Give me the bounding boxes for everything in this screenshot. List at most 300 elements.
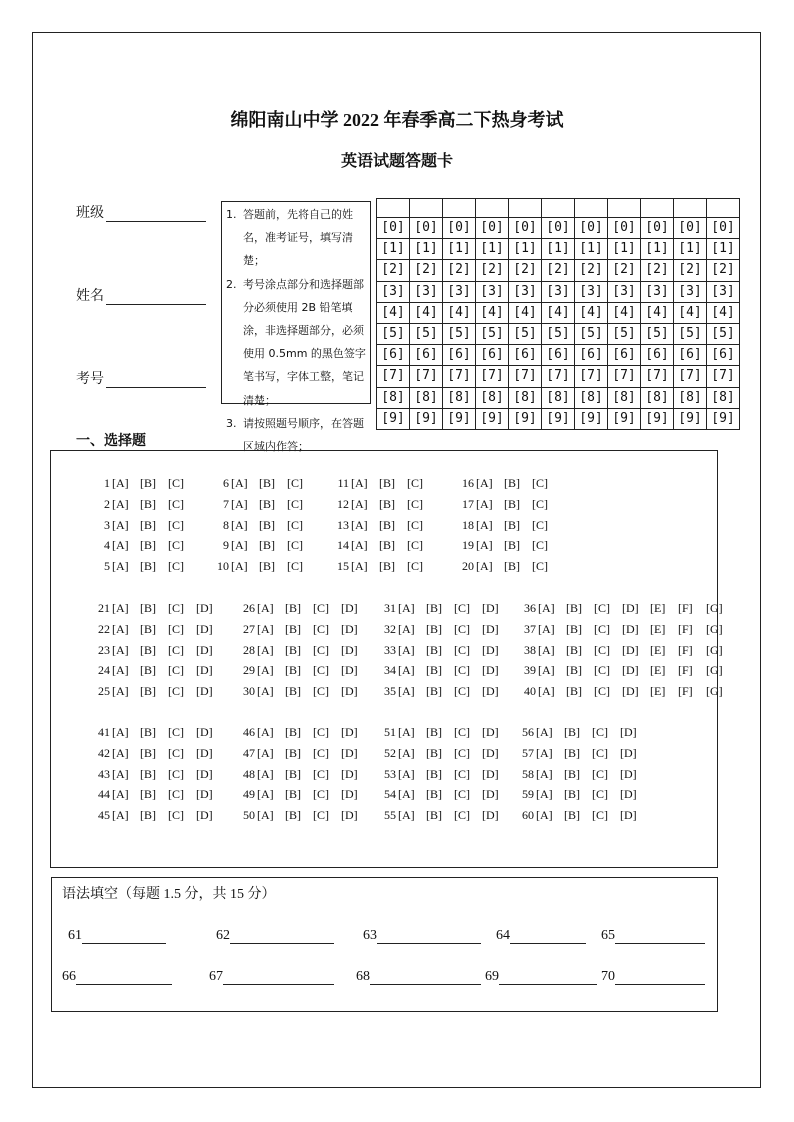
grammar-blank-line[interactable] xyxy=(377,929,481,944)
answer-bubble[interactable]: [A] xyxy=(112,538,129,553)
answer-bubble[interactable]: [C] xyxy=(168,725,184,739)
answer-bubble[interactable]: [C] xyxy=(594,684,610,698)
exam-number-write-cell[interactable] xyxy=(476,199,509,218)
answer-bubble[interactable]: [C] xyxy=(168,808,184,822)
answer-bubble[interactable]: [A] xyxy=(536,787,553,802)
digit-bubble[interactable]: [8] xyxy=(641,387,674,408)
name-field[interactable] xyxy=(76,285,206,305)
answer-bubble[interactable]: [A] xyxy=(257,663,274,678)
digit-bubble[interactable]: [6] xyxy=(707,345,740,366)
answer-bubble[interactable]: [B] xyxy=(285,601,301,615)
answer-bubble[interactable]: [D] xyxy=(482,663,499,678)
answer-bubble[interactable]: [C] xyxy=(454,601,470,615)
answer-bubble[interactable]: [B] xyxy=(285,725,301,739)
answer-bubble[interactable]: [F] xyxy=(678,663,693,678)
answer-bubble[interactable]: [D] xyxy=(620,725,637,739)
answer-bubble[interactable]: [D] xyxy=(482,787,499,802)
answer-bubble[interactable]: [A] xyxy=(112,787,129,802)
grammar-blank[interactable] xyxy=(62,969,172,985)
digit-bubble[interactable]: [2] xyxy=(410,260,443,281)
answer-bubble[interactable]: [A] xyxy=(538,663,555,678)
answer-bubble[interactable]: [A] xyxy=(536,725,553,739)
answer-bubble[interactable]: [F] xyxy=(678,601,693,615)
answer-bubble[interactable]: [B] xyxy=(140,684,156,698)
answer-bubble[interactable]: [B] xyxy=(564,766,580,781)
answer-bubble[interactable]: [A] xyxy=(112,808,129,822)
answer-bubble[interactable]: [A] xyxy=(398,787,415,802)
answer-bubble[interactable]: [A] xyxy=(536,766,553,781)
answer-bubble[interactable]: [B] xyxy=(566,642,582,657)
digit-bubble[interactable]: [4] xyxy=(476,302,509,323)
answer-bubble[interactable]: [B] xyxy=(140,766,156,781)
answer-bubble[interactable]: [D] xyxy=(341,663,358,678)
answer-bubble[interactable]: [A] xyxy=(476,538,493,553)
answer-bubble[interactable]: [B] xyxy=(285,684,301,698)
answer-bubble[interactable]: [B] xyxy=(140,538,156,553)
answer-bubble[interactable]: [D] xyxy=(341,808,358,822)
answer-bubble[interactable]: [A] xyxy=(112,601,129,615)
answer-bubble[interactable]: [B] xyxy=(426,745,442,760)
exam-number-write-cell[interactable] xyxy=(608,199,641,218)
digit-bubble[interactable]: [3] xyxy=(608,281,641,302)
answer-bubble[interactable]: [B] xyxy=(259,496,275,511)
answer-bubble[interactable]: [A] xyxy=(257,621,274,636)
digit-bubble[interactable]: [7] xyxy=(377,366,410,387)
answer-bubble[interactable]: [C] xyxy=(168,476,184,490)
answer-bubble[interactable]: [C] xyxy=(407,538,423,553)
answer-bubble[interactable]: [A] xyxy=(257,642,274,657)
digit-bubble[interactable]: [3] xyxy=(674,281,707,302)
digit-bubble[interactable]: [5] xyxy=(443,324,476,345)
digit-bubble[interactable]: [8] xyxy=(542,387,575,408)
answer-bubble[interactable]: [A] xyxy=(231,538,248,553)
answer-bubble[interactable]: [D] xyxy=(196,745,213,760)
answer-bubble[interactable]: [C] xyxy=(532,517,548,532)
answer-bubble[interactable]: [C] xyxy=(454,663,470,678)
digit-bubble[interactable]: [7] xyxy=(476,366,509,387)
grammar-blank[interactable] xyxy=(216,928,334,944)
digit-bubble[interactable]: [0] xyxy=(542,218,575,239)
answer-bubble[interactable]: [C] xyxy=(592,725,608,739)
answer-bubble[interactable]: [C] xyxy=(532,476,548,490)
answer-bubble[interactable]: [A] xyxy=(398,621,415,636)
answer-bubble[interactable]: [D] xyxy=(341,621,358,636)
answer-bubble[interactable]: [C] xyxy=(407,517,423,532)
exam-number-write-cell[interactable] xyxy=(707,199,740,218)
grammar-blank[interactable] xyxy=(485,969,597,985)
answer-bubble[interactable]: [C] xyxy=(168,538,184,553)
answer-bubble[interactable]: [C] xyxy=(592,808,608,822)
digit-bubble[interactable]: [3] xyxy=(410,281,443,302)
answer-bubble[interactable]: [A] xyxy=(398,745,415,760)
digit-bubble[interactable]: [2] xyxy=(443,260,476,281)
digit-bubble[interactable]: [5] xyxy=(641,324,674,345)
answer-bubble[interactable]: [C] xyxy=(287,476,303,490)
digit-bubble[interactable]: [8] xyxy=(443,387,476,408)
answer-bubble[interactable]: [C] xyxy=(168,601,184,615)
answer-bubble[interactable]: [B] xyxy=(566,601,582,615)
answer-bubble[interactable]: [G] xyxy=(706,601,723,615)
answer-bubble[interactable]: [B] xyxy=(140,517,156,532)
digit-bubble[interactable]: [7] xyxy=(608,366,641,387)
digit-bubble[interactable]: [3] xyxy=(542,281,575,302)
grammar-blank-line[interactable] xyxy=(82,929,166,944)
answer-bubble[interactable]: [C] xyxy=(287,517,303,532)
answer-bubble[interactable]: [C] xyxy=(532,538,548,553)
digit-bubble[interactable]: [0] xyxy=(476,218,509,239)
answer-bubble[interactable]: [D] xyxy=(622,684,639,698)
digit-bubble[interactable]: [3] xyxy=(575,281,608,302)
answer-bubble[interactable]: [C] xyxy=(168,496,184,511)
digit-bubble[interactable]: [5] xyxy=(674,324,707,345)
digit-bubble[interactable]: [8] xyxy=(410,387,443,408)
exam-number-write-cell[interactable] xyxy=(377,199,410,218)
answer-bubble[interactable]: [C] xyxy=(592,766,608,781)
digit-bubble[interactable]: [4] xyxy=(377,302,410,323)
digit-bubble[interactable]: [8] xyxy=(476,387,509,408)
digit-bubble[interactable]: [2] xyxy=(707,260,740,281)
answer-bubble[interactable]: [A] xyxy=(112,476,129,490)
answer-bubble[interactable]: [B] xyxy=(504,559,520,573)
answer-bubble[interactable]: [D] xyxy=(620,745,637,760)
grammar-blank[interactable] xyxy=(601,928,705,944)
answer-bubble[interactable]: [D] xyxy=(196,642,213,657)
digit-bubble[interactable]: [9] xyxy=(443,408,476,429)
answer-bubble[interactable]: [A] xyxy=(231,517,248,532)
digit-bubble[interactable]: [6] xyxy=(641,345,674,366)
answer-bubble[interactable]: [A] xyxy=(257,684,274,698)
exam-number-write-cell[interactable] xyxy=(509,199,542,218)
digit-bubble[interactable]: [7] xyxy=(575,366,608,387)
answer-bubble[interactable]: [C] xyxy=(313,745,329,760)
answer-bubble[interactable]: [D] xyxy=(196,684,213,698)
digit-bubble[interactable]: [7] xyxy=(410,366,443,387)
exam-number-field[interactable] xyxy=(76,368,206,388)
digit-bubble[interactable]: [5] xyxy=(608,324,641,345)
answer-bubble[interactable]: [D] xyxy=(482,642,499,657)
answer-bubble[interactable]: [B] xyxy=(564,745,580,760)
answer-bubble[interactable]: [A] xyxy=(398,808,415,822)
answer-bubble[interactable]: [A] xyxy=(351,476,368,490)
digit-bubble[interactable]: [5] xyxy=(410,324,443,345)
answer-bubble[interactable]: [D] xyxy=(482,684,499,698)
answer-bubble[interactable]: [C] xyxy=(168,766,184,781)
digit-bubble[interactable]: [0] xyxy=(674,218,707,239)
digit-bubble[interactable]: [5] xyxy=(542,324,575,345)
answer-bubble[interactable]: [D] xyxy=(482,766,499,781)
answer-bubble[interactable]: [B] xyxy=(285,663,301,678)
answer-bubble[interactable]: [B] xyxy=(285,808,301,822)
answer-bubble[interactable]: [F] xyxy=(678,642,693,657)
answer-bubble[interactable]: [A] xyxy=(398,663,415,678)
answer-bubble[interactable]: [B] xyxy=(259,476,275,490)
answer-bubble[interactable]: [C] xyxy=(454,766,470,781)
answer-bubble[interactable]: [A] xyxy=(257,725,274,739)
digit-bubble[interactable]: [1] xyxy=(377,239,410,260)
answer-bubble[interactable]: [A] xyxy=(536,808,553,822)
digit-bubble[interactable]: [6] xyxy=(509,345,542,366)
digit-bubble[interactable]: [3] xyxy=(509,281,542,302)
digit-bubble[interactable]: [6] xyxy=(674,345,707,366)
answer-bubble[interactable]: [C] xyxy=(407,476,423,490)
answer-bubble[interactable]: [B] xyxy=(259,538,275,553)
answer-bubble[interactable]: [C] xyxy=(592,745,608,760)
digit-bubble[interactable]: [4] xyxy=(608,302,641,323)
answer-bubble[interactable]: [B] xyxy=(504,476,520,490)
digit-bubble[interactable]: [8] xyxy=(674,387,707,408)
answer-bubble[interactable]: [C] xyxy=(594,663,610,678)
digit-bubble[interactable]: [4] xyxy=(542,302,575,323)
answer-bubble[interactable]: [C] xyxy=(168,642,184,657)
answer-bubble[interactable]: [B] xyxy=(140,621,156,636)
grammar-blank-line[interactable] xyxy=(510,929,586,944)
answer-bubble[interactable]: [C] xyxy=(168,745,184,760)
answer-bubble[interactable]: [C] xyxy=(313,766,329,781)
digit-bubble[interactable]: [7] xyxy=(707,366,740,387)
digit-bubble[interactable]: [1] xyxy=(674,239,707,260)
answer-bubble[interactable]: [A] xyxy=(538,642,555,657)
answer-bubble[interactable]: [G] xyxy=(706,663,723,678)
answer-bubble[interactable]: [B] xyxy=(285,745,301,760)
answer-bubble[interactable]: [C] xyxy=(454,642,470,657)
answer-bubble[interactable]: [C] xyxy=(168,787,184,802)
digit-bubble[interactable]: [0] xyxy=(443,218,476,239)
digit-bubble[interactable]: [1] xyxy=(542,239,575,260)
digit-bubble[interactable]: [3] xyxy=(443,281,476,302)
digit-bubble[interactable]: [9] xyxy=(575,408,608,429)
answer-bubble[interactable]: [A] xyxy=(257,787,274,802)
grammar-blank-line[interactable] xyxy=(76,970,172,985)
answer-bubble[interactable]: [C] xyxy=(454,787,470,802)
answer-bubble[interactable]: [A] xyxy=(351,538,368,553)
answer-bubble[interactable]: [D] xyxy=(620,808,637,822)
answer-bubble[interactable]: [F] xyxy=(678,684,693,698)
answer-bubble[interactable]: [A] xyxy=(476,496,493,511)
answer-bubble[interactable]: [A] xyxy=(538,621,555,636)
digit-bubble[interactable]: [0] xyxy=(608,218,641,239)
answer-bubble[interactable]: [E] xyxy=(650,663,666,678)
digit-bubble[interactable]: [2] xyxy=(674,260,707,281)
answer-bubble[interactable]: [A] xyxy=(112,725,129,739)
answer-bubble[interactable]: [D] xyxy=(482,745,499,760)
grammar-blank[interactable] xyxy=(496,928,586,944)
grammar-blank[interactable] xyxy=(363,928,481,944)
answer-bubble[interactable]: [C] xyxy=(313,601,329,615)
answer-bubble[interactable]: [B] xyxy=(140,808,156,822)
answer-bubble[interactable]: [C] xyxy=(313,642,329,657)
answer-bubble[interactable]: [E] xyxy=(650,642,666,657)
answer-bubble[interactable]: [C] xyxy=(168,517,184,532)
answer-bubble[interactable]: [C] xyxy=(168,684,184,698)
answer-bubble[interactable]: [B] xyxy=(566,663,582,678)
answer-bubble[interactable]: [C] xyxy=(287,559,303,573)
digit-bubble[interactable]: [0] xyxy=(575,218,608,239)
answer-bubble[interactable]: [B] xyxy=(259,517,275,532)
answer-bubble[interactable]: [C] xyxy=(313,621,329,636)
answer-bubble[interactable]: [D] xyxy=(341,601,358,615)
answer-bubble[interactable]: [B] xyxy=(379,538,395,553)
answer-bubble[interactable]: [A] xyxy=(112,642,129,657)
answer-bubble[interactable]: [C] xyxy=(287,496,303,511)
answer-bubble[interactable]: [D] xyxy=(482,621,499,636)
answer-bubble[interactable]: [B] xyxy=(140,725,156,739)
digit-bubble[interactable]: [1] xyxy=(410,239,443,260)
digit-bubble[interactable]: [0] xyxy=(641,218,674,239)
digit-bubble[interactable]: [5] xyxy=(707,324,740,345)
digit-bubble[interactable]: [1] xyxy=(443,239,476,260)
answer-bubble[interactable]: [B] xyxy=(564,808,580,822)
answer-bubble[interactable]: [C] xyxy=(407,559,423,573)
answer-bubble[interactable]: [A] xyxy=(257,808,274,822)
answer-bubble[interactable]: [A] xyxy=(257,766,274,781)
exam-number-write-cell[interactable] xyxy=(410,199,443,218)
digit-bubble[interactable]: [2] xyxy=(641,260,674,281)
answer-bubble[interactable]: [A] xyxy=(538,684,555,698)
answer-bubble[interactable]: [A] xyxy=(398,684,415,698)
answer-bubble[interactable]: [B] xyxy=(285,621,301,636)
digit-bubble[interactable]: [9] xyxy=(542,408,575,429)
answer-bubble[interactable]: [A] xyxy=(538,601,555,615)
class-blank[interactable] xyxy=(106,207,206,222)
answer-bubble[interactable]: [B] xyxy=(566,684,582,698)
grammar-blank-line[interactable] xyxy=(230,929,334,944)
digit-bubble[interactable]: [8] xyxy=(707,387,740,408)
answer-bubble[interactable]: [B] xyxy=(564,787,580,802)
answer-bubble[interactable]: [A] xyxy=(536,745,553,760)
answer-bubble[interactable]: [C] xyxy=(594,601,610,615)
grammar-blank[interactable] xyxy=(356,969,481,985)
answer-bubble[interactable]: [C] xyxy=(454,808,470,822)
digit-bubble[interactable]: [7] xyxy=(542,366,575,387)
answer-bubble[interactable]: [D] xyxy=(196,621,213,636)
grammar-blank[interactable] xyxy=(601,969,705,985)
answer-bubble[interactable]: [B] xyxy=(504,538,520,553)
answer-bubble[interactable]: [B] xyxy=(140,642,156,657)
answer-bubble[interactable]: [A] xyxy=(257,745,274,760)
answer-bubble[interactable]: [D] xyxy=(622,621,639,636)
digit-bubble[interactable]: [2] xyxy=(476,260,509,281)
digit-bubble[interactable]: [4] xyxy=(707,302,740,323)
digit-bubble[interactable]: [0] xyxy=(410,218,443,239)
answer-bubble[interactable]: [B] xyxy=(140,496,156,511)
answer-bubble[interactable]: [B] xyxy=(140,476,156,490)
answer-bubble[interactable]: [B] xyxy=(285,642,301,657)
digit-bubble[interactable]: [4] xyxy=(509,302,542,323)
answer-bubble[interactable]: [D] xyxy=(196,808,213,822)
digit-bubble[interactable]: [1] xyxy=(575,239,608,260)
answer-bubble[interactable]: [A] xyxy=(398,766,415,781)
answer-bubble[interactable]: [B] xyxy=(285,787,301,802)
digit-bubble[interactable]: [4] xyxy=(674,302,707,323)
digit-bubble[interactable]: [5] xyxy=(509,324,542,345)
answer-bubble[interactable]: [B] xyxy=(566,621,582,636)
answer-bubble[interactable]: [A] xyxy=(112,496,129,511)
answer-bubble[interactable]: [D] xyxy=(196,787,213,802)
exam-number-write-cell[interactable] xyxy=(674,199,707,218)
answer-bubble[interactable]: [A] xyxy=(112,517,129,532)
answer-bubble[interactable]: [D] xyxy=(341,642,358,657)
digit-bubble[interactable]: [6] xyxy=(476,345,509,366)
answer-bubble[interactable]: [D] xyxy=(196,601,213,615)
digit-bubble[interactable]: [9] xyxy=(674,408,707,429)
answer-bubble[interactable]: [B] xyxy=(379,496,395,511)
exam-number-blank[interactable] xyxy=(106,373,206,388)
answer-bubble[interactable]: [A] xyxy=(112,766,129,781)
answer-bubble[interactable]: [C] xyxy=(454,684,470,698)
answer-bubble[interactable]: [B] xyxy=(426,725,442,739)
answer-bubble[interactable]: [A] xyxy=(231,476,248,490)
answer-bubble[interactable]: [D] xyxy=(482,601,499,615)
answer-bubble[interactable]: [D] xyxy=(341,745,358,760)
digit-bubble[interactable]: [3] xyxy=(476,281,509,302)
answer-bubble[interactable]: [G] xyxy=(706,642,723,657)
answer-bubble[interactable]: [D] xyxy=(482,725,499,739)
answer-bubble[interactable]: [C] xyxy=(313,684,329,698)
answer-bubble[interactable]: [D] xyxy=(620,787,637,802)
digit-bubble[interactable]: [3] xyxy=(707,281,740,302)
answer-bubble[interactable]: [A] xyxy=(112,663,129,678)
digit-bubble[interactable]: [6] xyxy=(575,345,608,366)
answer-bubble[interactable]: [D] xyxy=(622,642,639,657)
digit-bubble[interactable]: [9] xyxy=(410,408,443,429)
exam-number-write-cell[interactable] xyxy=(443,199,476,218)
answer-bubble[interactable]: [A] xyxy=(476,559,493,573)
answer-bubble[interactable]: [A] xyxy=(398,642,415,657)
digit-bubble[interactable]: [2] xyxy=(542,260,575,281)
grammar-blank-line[interactable] xyxy=(370,970,481,985)
answer-bubble[interactable]: [C] xyxy=(313,787,329,802)
answer-bubble[interactable]: [B] xyxy=(426,642,442,657)
answer-bubble[interactable]: [C] xyxy=(168,663,184,678)
class-field[interactable] xyxy=(76,202,206,222)
digit-bubble[interactable]: [5] xyxy=(377,324,410,345)
grammar-blank-line[interactable] xyxy=(223,970,334,985)
answer-bubble[interactable]: [G] xyxy=(706,621,723,636)
answer-bubble[interactable]: [D] xyxy=(196,663,213,678)
answer-bubble[interactable]: [B] xyxy=(426,621,442,636)
answer-bubble[interactable]: [B] xyxy=(564,725,580,739)
answer-bubble[interactable]: [A] xyxy=(476,517,493,532)
grammar-blank-line[interactable] xyxy=(499,970,597,985)
digit-bubble[interactable]: [6] xyxy=(443,345,476,366)
answer-bubble[interactable]: [B] xyxy=(379,559,395,573)
digit-bubble[interactable]: [2] xyxy=(509,260,542,281)
answer-bubble[interactable]: [D] xyxy=(341,766,358,781)
digit-bubble[interactable]: [1] xyxy=(608,239,641,260)
digit-bubble[interactable]: [5] xyxy=(575,324,608,345)
answer-bubble[interactable]: [A] xyxy=(231,559,248,573)
answer-bubble[interactable]: [B] xyxy=(426,766,442,781)
answer-bubble[interactable]: [C] xyxy=(454,621,470,636)
digit-bubble[interactable]: [7] xyxy=(674,366,707,387)
answer-bubble[interactable]: [E] xyxy=(650,684,666,698)
digit-bubble[interactable]: [0] xyxy=(509,218,542,239)
answer-bubble[interactable]: [B] xyxy=(426,787,442,802)
digit-bubble[interactable]: [4] xyxy=(575,302,608,323)
answer-bubble[interactable]: [C] xyxy=(532,559,548,573)
answer-bubble[interactable]: [A] xyxy=(398,725,415,739)
answer-bubble[interactable]: [A] xyxy=(112,684,129,698)
answer-bubble[interactable]: [B] xyxy=(426,684,442,698)
answer-bubble[interactable]: [C] xyxy=(313,663,329,678)
digit-bubble[interactable]: [9] xyxy=(476,408,509,429)
answer-bubble[interactable]: [E] xyxy=(650,601,666,615)
digit-bubble[interactable]: [5] xyxy=(476,324,509,345)
answer-bubble[interactable]: [C] xyxy=(454,745,470,760)
digit-bubble[interactable]: [8] xyxy=(377,387,410,408)
answer-bubble[interactable]: [C] xyxy=(454,725,470,739)
grammar-blank[interactable] xyxy=(68,928,166,944)
